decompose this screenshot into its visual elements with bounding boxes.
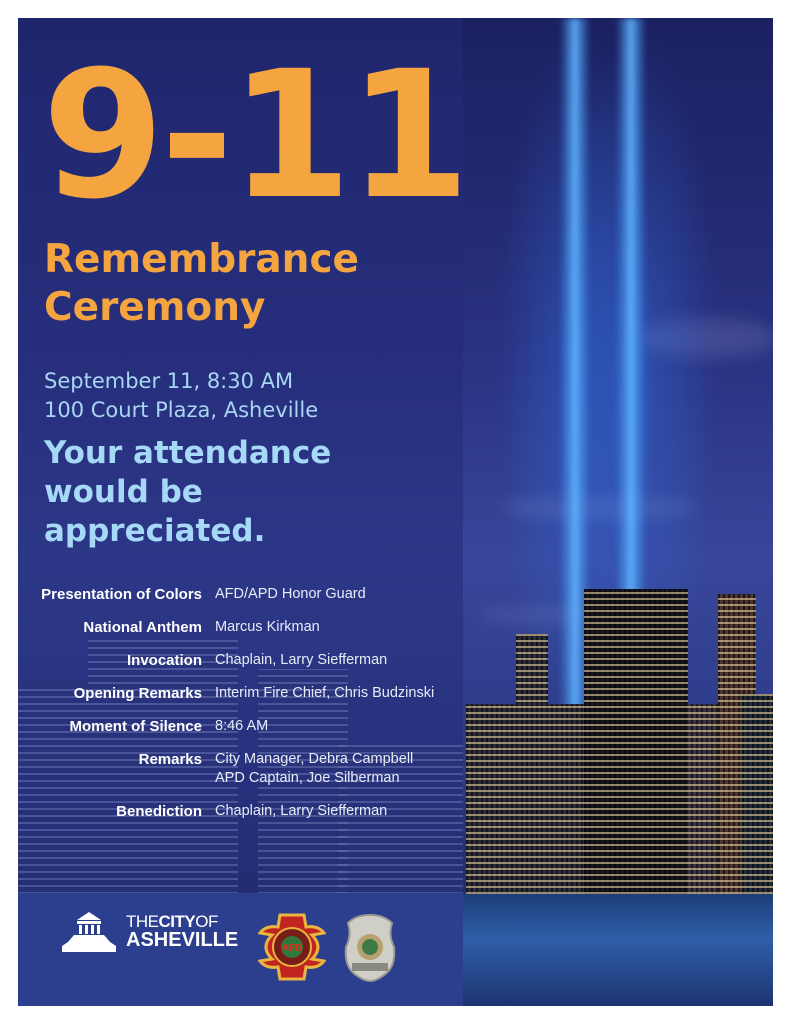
program-value: Chaplain, Larry Siefferman: [215, 652, 388, 668]
program-value: Interim Fire Chief, Chris Budzinski: [215, 685, 435, 701]
tribute-light-beam: [616, 18, 646, 598]
event-date: September 11, 8:30 AM: [44, 369, 294, 393]
city-wordmark: [126, 913, 238, 950]
program-item: [0, 802, 445, 821]
program-label: Moment of Silence: [69, 718, 202, 735]
wordmark-the: THE: [126, 911, 159, 931]
event-title: [44, 236, 359, 332]
program-value: [215, 750, 413, 788]
program-item: [0, 651, 445, 670]
program-list: [0, 585, 445, 835]
program-item: [0, 585, 445, 604]
attendance-line: would be: [44, 474, 203, 510]
wordmark-city: CITY: [158, 911, 196, 931]
river-water: [463, 894, 773, 1006]
program-value-line: City Manager, Debra Campbell: [215, 751, 414, 767]
program-label: Invocation: [126, 652, 202, 669]
program-value: 8:46 AM: [215, 718, 269, 734]
program-value: Marcus Kirkman: [215, 619, 320, 635]
program-label: National Anthem: [83, 619, 202, 636]
headline: 9-11: [42, 33, 467, 238]
building: [584, 589, 688, 894]
event-location: 100 Court Plaza, Asheville: [44, 398, 319, 422]
program-label: Opening Remarks: [73, 685, 202, 702]
attendance-line: Your attendance: [44, 435, 332, 471]
attendance-line: appreciated.: [44, 513, 266, 549]
event-title-line: Ceremony: [44, 285, 266, 330]
building: [516, 634, 548, 894]
program-label: Presentation of Colors: [41, 586, 202, 603]
program-value: AFD/APD Honor Guard: [215, 586, 366, 602]
wordmark-asheville: ASHEVILLE: [126, 928, 239, 951]
city-hall-icon: [60, 910, 118, 952]
program-item: [0, 618, 445, 637]
fire-department-badge: [258, 913, 326, 981]
police-department-badge: [344, 913, 396, 983]
program-label: Remarks: [138, 751, 202, 768]
event-details: [44, 367, 318, 425]
attendance-message: [44, 434, 331, 551]
city-of-asheville-logo: [60, 910, 238, 952]
program-value-line: APD Captain, Joe Silberman: [215, 770, 400, 786]
program-value: Chaplain, Larry Siefferman: [215, 803, 388, 819]
event-title-line: Remembrance: [44, 237, 360, 282]
program-label: Benediction: [116, 803, 202, 820]
building: [742, 694, 773, 894]
program-item: [0, 750, 445, 788]
fire-badge-text: AFD: [281, 943, 303, 954]
wordmark-of: OF: [195, 911, 218, 931]
program-item: [0, 717, 445, 736]
program-item: [0, 684, 445, 703]
